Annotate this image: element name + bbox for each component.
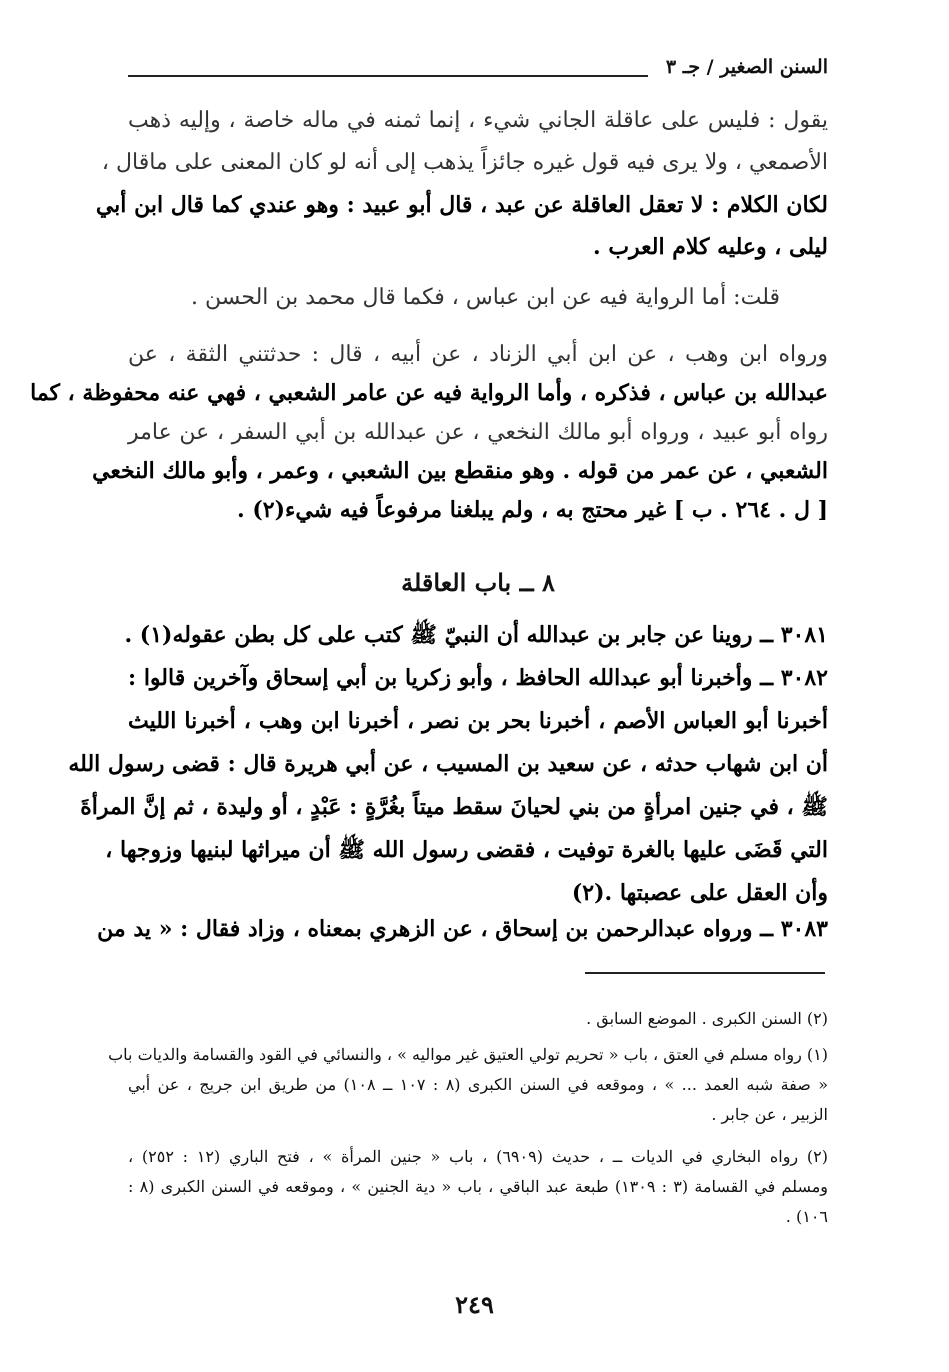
section-heading: ٨ ــ باب العاقلة bbox=[401, 568, 555, 597]
footnote-line: « صفة شبه العمد ... » ، وموقعه في السنن الكبرى (٨ : ١٠٧ ــ ١٠٨) من طريق ابن جريج ، عن أبي bbox=[128, 1075, 829, 1094]
footnote-line: ومسلم في القسامة (٣ : ١٣٠٩) طبعة عبد الباقي ، باب « دية الجنين » ، وموقعه في السنن الكبرى (٨ : bbox=[128, 1177, 829, 1196]
footnote-rule bbox=[585, 972, 825, 974]
text-line: قلت: أما الرواية فيه عن ابن عباس ، فكما قال محمد بن الحسن . bbox=[191, 285, 780, 310]
footnote-1 bbox=[108, 1040, 829, 1130]
footnote-line: (٢) رواه البخاري في الديات ــ ، حديث (٦٩٠٩) ، باب « جنين المرأة » ، فتح الباري (١٢ : ٢٥٢) ، bbox=[128, 1147, 828, 1166]
text-line: عبدالله بن عباس ، فذكره ، وأما الرواية فيه عن عامر الشعبي ، فهي عنه محفوظة ، كما bbox=[30, 380, 828, 406]
text-line: الأصمعي ، ولا يرى فيه قول غيره جائزاً يذهب إلى أنه لو كان المعنى على ماقال ، bbox=[101, 150, 828, 175]
hadith-line bbox=[128, 657, 828, 700]
text-line: [ ل . ٢٦٤ . ب ] غير محتج به ، ولم يبلغنا مرفوعاً فيه شيء(٢) . bbox=[237, 497, 828, 523]
footnote-line: ١٠٦) . bbox=[785, 1207, 828, 1226]
intro-paragraph bbox=[95, 100, 828, 268]
text-line: يقول : فليس على عاقلة الجاني شيء ، إنما ثمنه في ماله خاصة ، وإليه ذهب bbox=[128, 108, 828, 133]
hadith-number: ٣٠٨١ bbox=[780, 622, 828, 648]
hadith-number: ٣٠٨٣ bbox=[780, 916, 828, 942]
hadith-text: ــ وأخبرنا أبو عبدالله الحافظ ، وأبو زكريا بن أبي إسحاق وآخرين قالوا : bbox=[128, 665, 774, 691]
text-line: ليلى ، وعليه كلام العرب . bbox=[593, 234, 828, 260]
hadith-number: ٣٠٨٢ bbox=[780, 665, 828, 691]
footnote-line: (١) رواه مسلم في العتق ، باب « تحريم تولي العتيق غير مواليه » ، والنسائي في القود والقسامة والديات باب bbox=[108, 1045, 828, 1064]
qultu-paragraph bbox=[128, 278, 828, 318]
text-line: ورواه ابن وهب ، عن ابن أبي الزناد ، عن أبيه ، قال : حدثتني الثقة ، عن bbox=[128, 342, 828, 367]
hadith-3081 bbox=[124, 614, 828, 656]
footnote-line: (٢) السنن الكبرى . الموضع السابق . bbox=[586, 1009, 828, 1028]
header-rule bbox=[128, 75, 648, 77]
hadith-line: أخبرنا أبو العباس الأصم ، أخبرنا بحر بن نصر ، أخبرنا ابن وهب ، أخبرنا الليث bbox=[128, 708, 828, 734]
text-line: لكان الكلام : لا تعقل العاقلة عن عبد ، قال أبو عبيد : وهو عندي كما قال ابن أبي bbox=[95, 192, 828, 218]
hadith-text: ــ ورواه عبدالرحمن بن إسحاق ، عن الزهري بمعناه ، وزاد فقال : « يد من bbox=[97, 916, 774, 942]
running-header bbox=[128, 56, 828, 92]
page-number: ٢٤٩ bbox=[455, 1290, 494, 1319]
hadith-line: أن ابن شهاب حدثه ، عن سعيد بن المسيب ، عن أبي هريرة قال : قضى رسول الله bbox=[68, 751, 828, 777]
running-header-title: السنن الصغير / جـ ٣ bbox=[665, 56, 828, 78]
text-line: الشعبي ، عن عمر من قوله . وهو منقطع بين الشعبي ، وعمر ، وأبو مالك النخعي bbox=[92, 458, 828, 484]
footnote-line: الزبير ، عن جابر . bbox=[711, 1105, 828, 1124]
riwaya-paragraph bbox=[30, 335, 828, 530]
hadith-3082 bbox=[68, 657, 828, 915]
hadith-line bbox=[124, 614, 828, 656]
text-line: رواه أبو عبيد ، ورواه أبو مالك النخعي ، عن عبدالله بن أبي السفر ، عن عامر bbox=[128, 420, 828, 445]
hadith-text: ــ روينا عن جابر بن عبدالله أن النبيّ ﷺ كتب على كل بطن عقوله(١) . bbox=[124, 622, 774, 648]
hadith-line: التي قَضَى عليها بالغرة توفيت ، فقضى رسول الله ﷺ أن ميراثها لبنيها وزوجها ، bbox=[105, 837, 828, 863]
hadith-3083 bbox=[97, 908, 828, 950]
footnote-2 bbox=[128, 1142, 828, 1232]
hadith-line: وأن العقل على عصبتها .(٢) bbox=[571, 880, 828, 906]
footnote-prev-page bbox=[128, 1004, 828, 1034]
hadith-line bbox=[97, 908, 828, 950]
hadith-line: ﷺ ، في جنين امرأةٍ من بني لحيانَ سقط ميتاً بغُرَّةٍ : عَبْدٍ ، أو وليدة ، ثم إنَّ المرأةَ bbox=[80, 794, 828, 820]
